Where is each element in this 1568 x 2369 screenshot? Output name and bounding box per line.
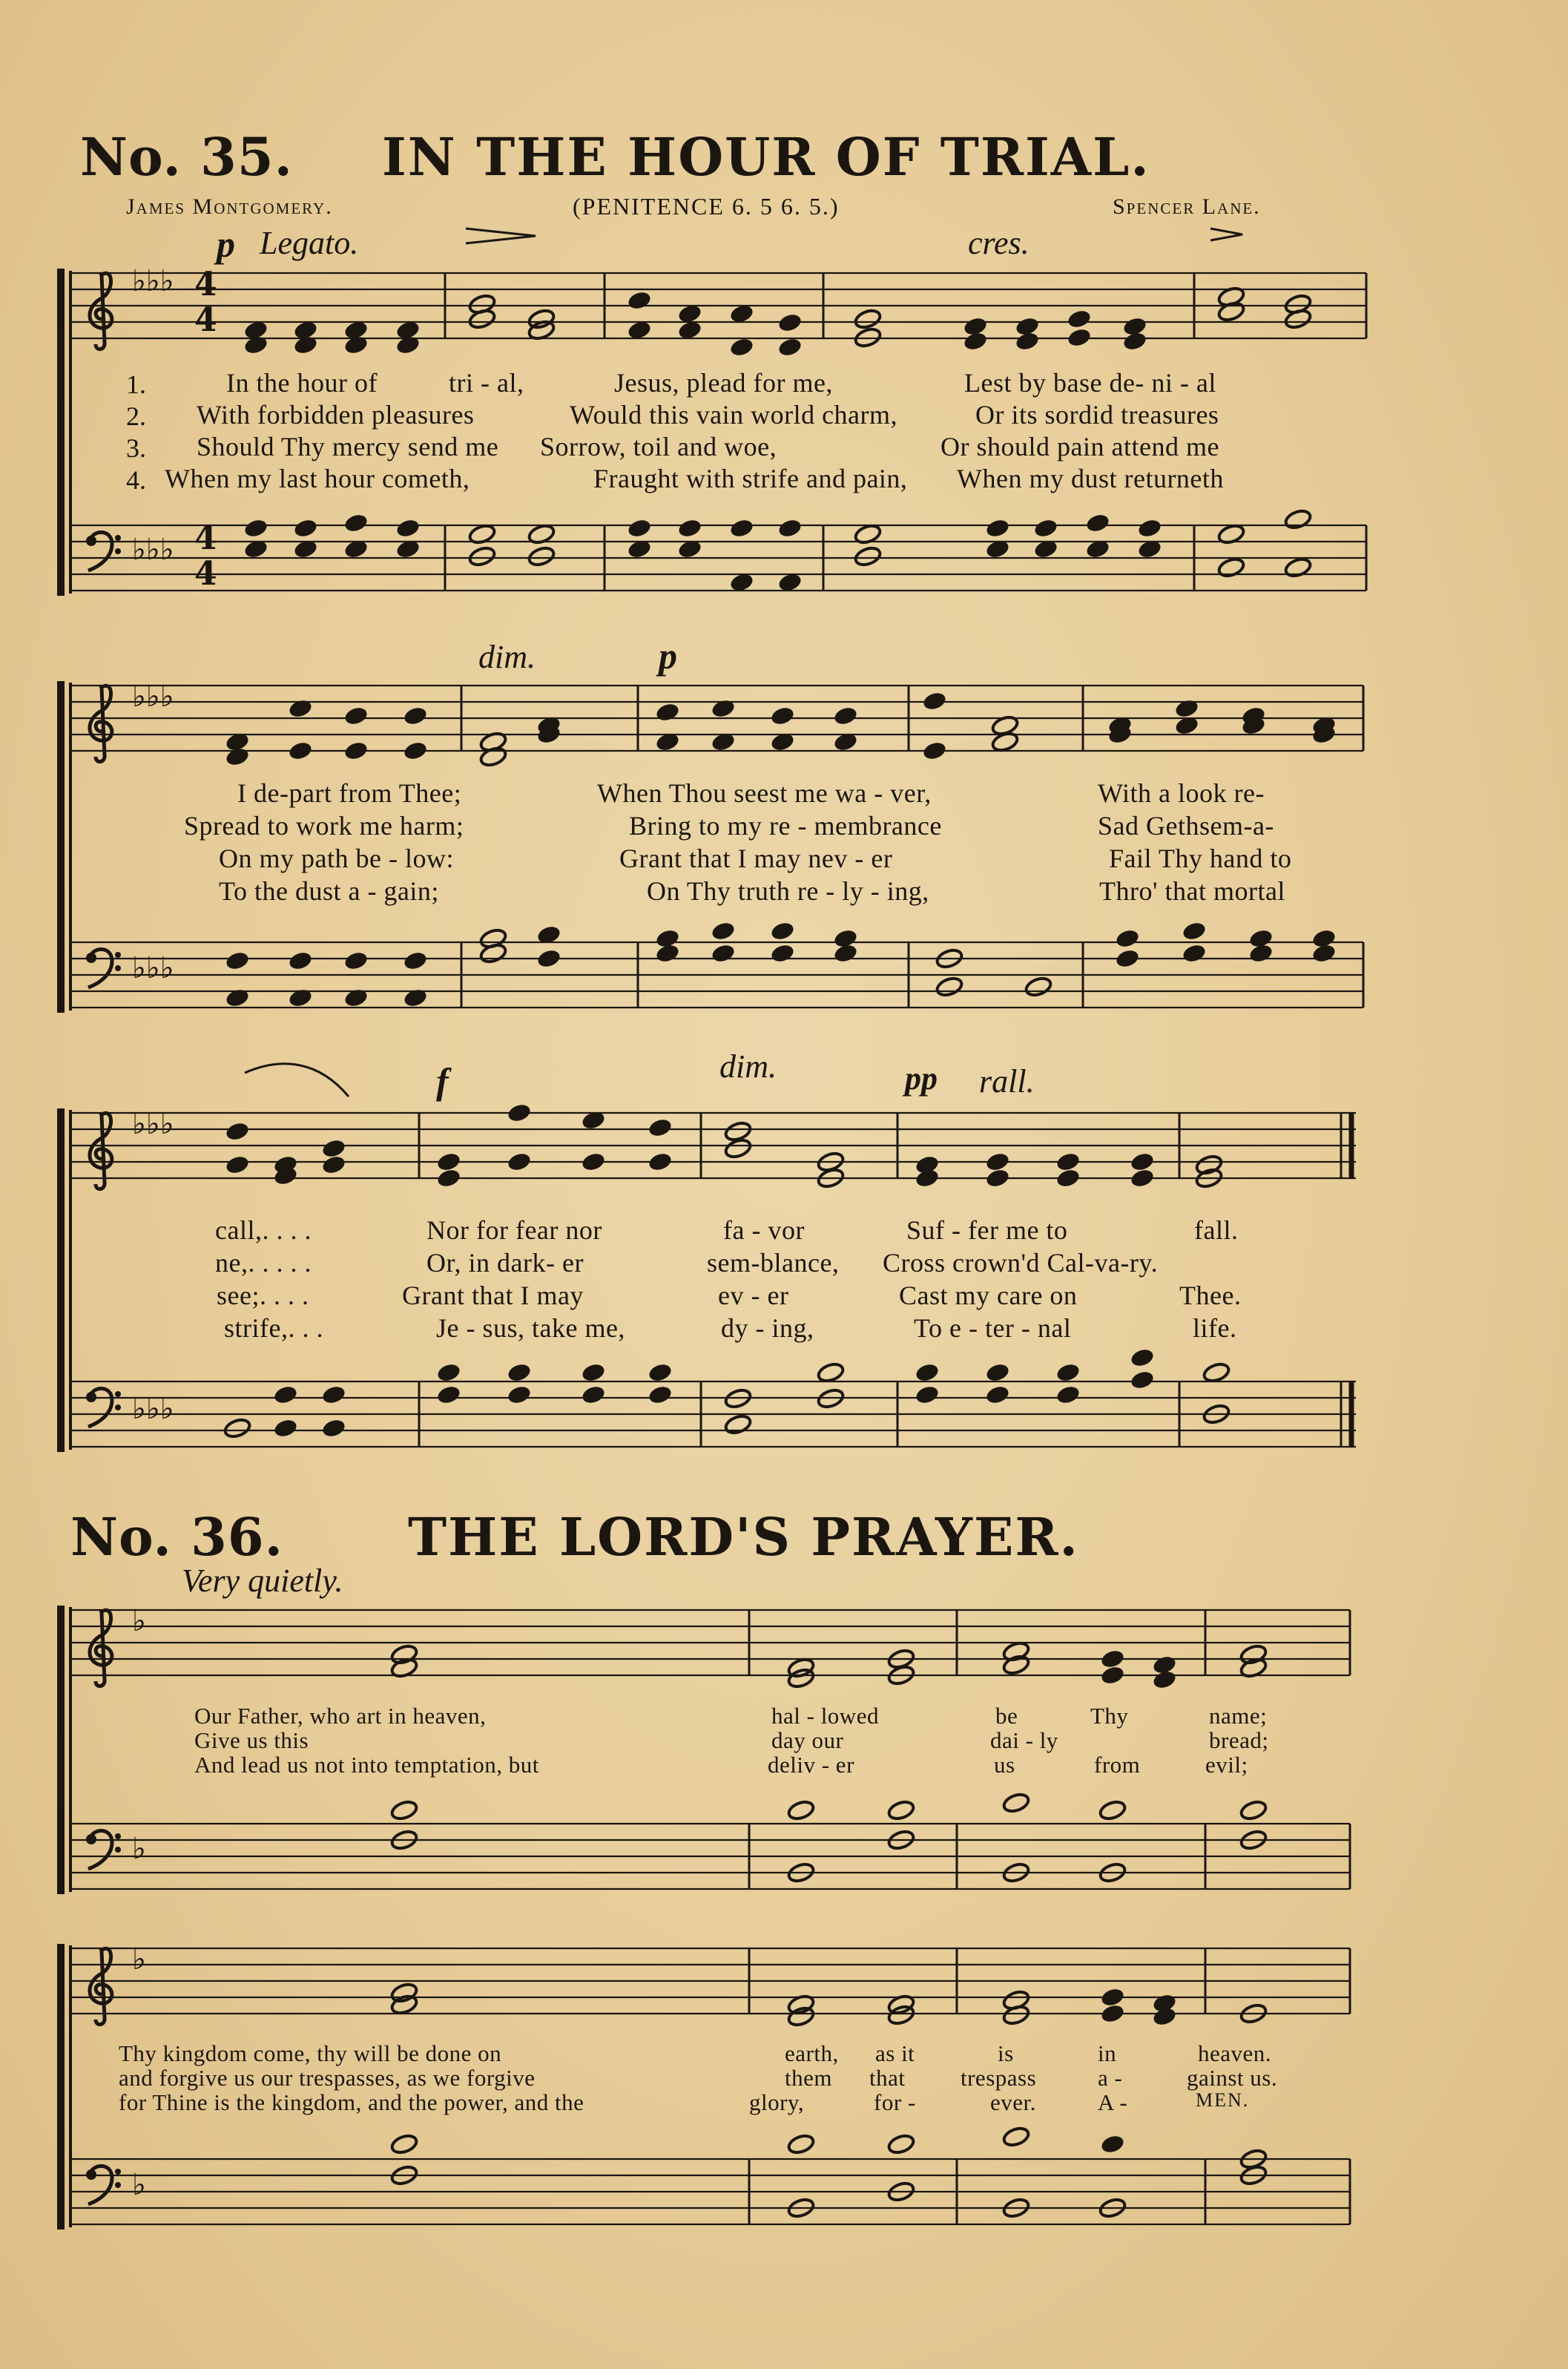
lyric: Grant that I may [402,1281,584,1310]
svg-text:4: 4 [194,301,217,339]
lyric: When my last hour cometh, [165,464,470,493]
lyric: us [994,1752,1015,1778]
lyric: On my path be - low: [219,844,454,873]
hymn-36-number: No. 36. [70,1506,283,1568]
dynamic-f: f [436,1060,449,1102]
lyric: trespass [961,2065,1037,2091]
hymn-35-tune: (PENITENCE 6. 5 6. 5.) [573,193,840,220]
lyric: Spread to work me harm; [184,811,464,841]
verse-number: 1. [126,369,146,399]
lyric: hal - lowed [771,1703,879,1729]
lyric: In the hour of [226,368,378,398]
lyric: is [998,2040,1014,2066]
svg-text:♭: ♭ [132,1942,146,1977]
lyric: earth, [785,2040,839,2066]
lyric: Sad Gethsem-a- [1098,811,1274,841]
svg-text:♭♭♭: ♭♭♭ [132,951,174,985]
lyric: When my dust returneth [957,464,1224,493]
lyric: Or should pain attend me [941,432,1219,461]
dynamic-p-2: p [659,635,677,677]
lyric: and forgive us our trespasses, as we forgive [119,2065,536,2091]
lyric: Nor for fear nor [426,1215,602,1245]
lyric: Lest by base de- ni - al [964,368,1216,398]
verse-number: 3. [126,433,146,463]
lyric: day our [771,1727,844,1753]
lyric: Should Thy mercy send me [197,432,499,461]
tempo-marking: Very quietly. [182,1563,343,1599]
lyric: I de-part from Thee; [237,778,462,808]
expression-dim-2: dim. [719,1048,777,1085]
hymn-35-number: No. 35. [80,126,293,188]
lyric: Thee. [1179,1281,1242,1310]
lyric: bread; [1209,1727,1269,1753]
svg-text:♭♭♭: ♭♭♭ [132,1392,174,1426]
hymn-35-title: IN THE HOUR OF TRIAL. [382,126,1150,188]
hymn-35-composer: Spencer Lane. [1113,194,1261,219]
lyric: Or its sordid treasures [975,400,1219,430]
svg-text:♭♭♭: ♭♭♭ [132,264,174,298]
lyric: A - [1098,2089,1128,2115]
verse-number: 4. [126,465,146,495]
lyric: Or, in dark- er [426,1248,584,1278]
lyric: And lead us not into temptation, but [194,1752,539,1778]
lyric: name; [1209,1703,1268,1729]
svg-text:♭: ♭ [132,2168,146,2202]
lyric: ever. [990,2089,1036,2115]
svg-text:♭♭♭: ♭♭♭ [132,1107,174,1141]
lyric: Suf - fer me to [906,1215,1068,1245]
lyric: in [1098,2040,1117,2066]
lyric: gainst us. [1187,2065,1278,2091]
lyric: see;. . . . [217,1281,309,1310]
lyric: Thy [1090,1703,1129,1729]
lyric: To the dust a - gain; [219,876,439,906]
lyric: fa - vor [723,1215,805,1245]
lyric: On Thy truth re - ly - ing, [647,876,929,906]
lyric: Thro' that mortal [1099,876,1285,906]
lyric: sem-blance, [707,1248,840,1278]
expression-legato: Legato. [260,225,359,261]
lyric: Give us this [194,1727,309,1753]
lyric: Fraught with strife and pain, [593,464,908,493]
lyric: a - [1098,2065,1123,2091]
lyric: dai - ly [990,1727,1058,1753]
lyric: for Thine is the kingdom, and the power, and the [119,2089,584,2115]
lyric: Bring to my re - membrance [629,811,942,841]
hymn-36-title: THE LORD'S PRAYER. [408,1506,1079,1568]
lyric: tri - al, [449,368,524,398]
lyric: With forbidden pleasures [197,400,475,430]
lyric: call,. . . . [215,1215,312,1245]
svg-text:4: 4 [194,519,217,557]
lyric: Thy kingdom come, thy will be done on [119,2040,502,2066]
lyric: dy - ing, [721,1313,814,1343]
lyric: Cross crown'd Cal-va-ry. [883,1248,1159,1278]
lyric: Jesus, plead for me, [614,368,833,398]
lyric: life. [1193,1313,1237,1343]
lyric: MEN. [1196,2089,1250,2111]
lyric: Cast my care on [899,1281,1078,1310]
lyric: evil; [1205,1752,1248,1778]
lyric: Would this vain world charm, [570,400,898,430]
svg-text:4: 4 [194,555,217,593]
expression-dim: dim. [478,639,536,675]
lyric: glory, [749,2089,805,2115]
lyric: fall. [1194,1215,1239,1245]
svg-text:4: 4 [194,266,217,303]
lyric: When Thou seest me wa - ver, [597,778,932,808]
lyric: be [995,1703,1018,1729]
svg-text:♭♭♭: ♭♭♭ [132,533,174,567]
expression-rall: rall. [979,1063,1035,1100]
lyric: Grant that I may nev - er [619,844,893,873]
hymn-35-author: James Montgomery. [126,194,333,219]
lyric: them [785,2065,832,2091]
lyric: strife,. . . [224,1313,323,1343]
lyric: as it [875,2040,915,2066]
lyric: With a look re- [1098,778,1265,808]
lyric: Fail Thy hand to [1109,844,1292,873]
dynamic-pp: pp [905,1060,938,1097]
lyric: Our Father, who art in heaven, [194,1703,487,1729]
expression-cres: cres. [968,225,1030,261]
lyric: ev - er [718,1281,789,1310]
lyric: To e - ter - nal [914,1313,1072,1343]
lyric: Je - sus, take me, [436,1313,625,1343]
lyric: that [869,2065,906,2091]
lyric: Sorrow, toil and woe, [540,432,777,461]
lyric: deliv - er [768,1752,854,1778]
lyric: from [1094,1752,1141,1778]
verse-number: 2. [126,401,146,431]
dynamic-p: p [217,223,235,265]
svg-text:♭: ♭ [132,1604,146,1638]
lyric: for - [874,2089,916,2115]
svg-text:♭: ♭ [132,1832,146,1866]
svg-text:♭♭♭: ♭♭♭ [132,680,174,714]
lyric: heaven. [1198,2040,1272,2066]
lyric: ne,. . . . . [215,1248,312,1278]
